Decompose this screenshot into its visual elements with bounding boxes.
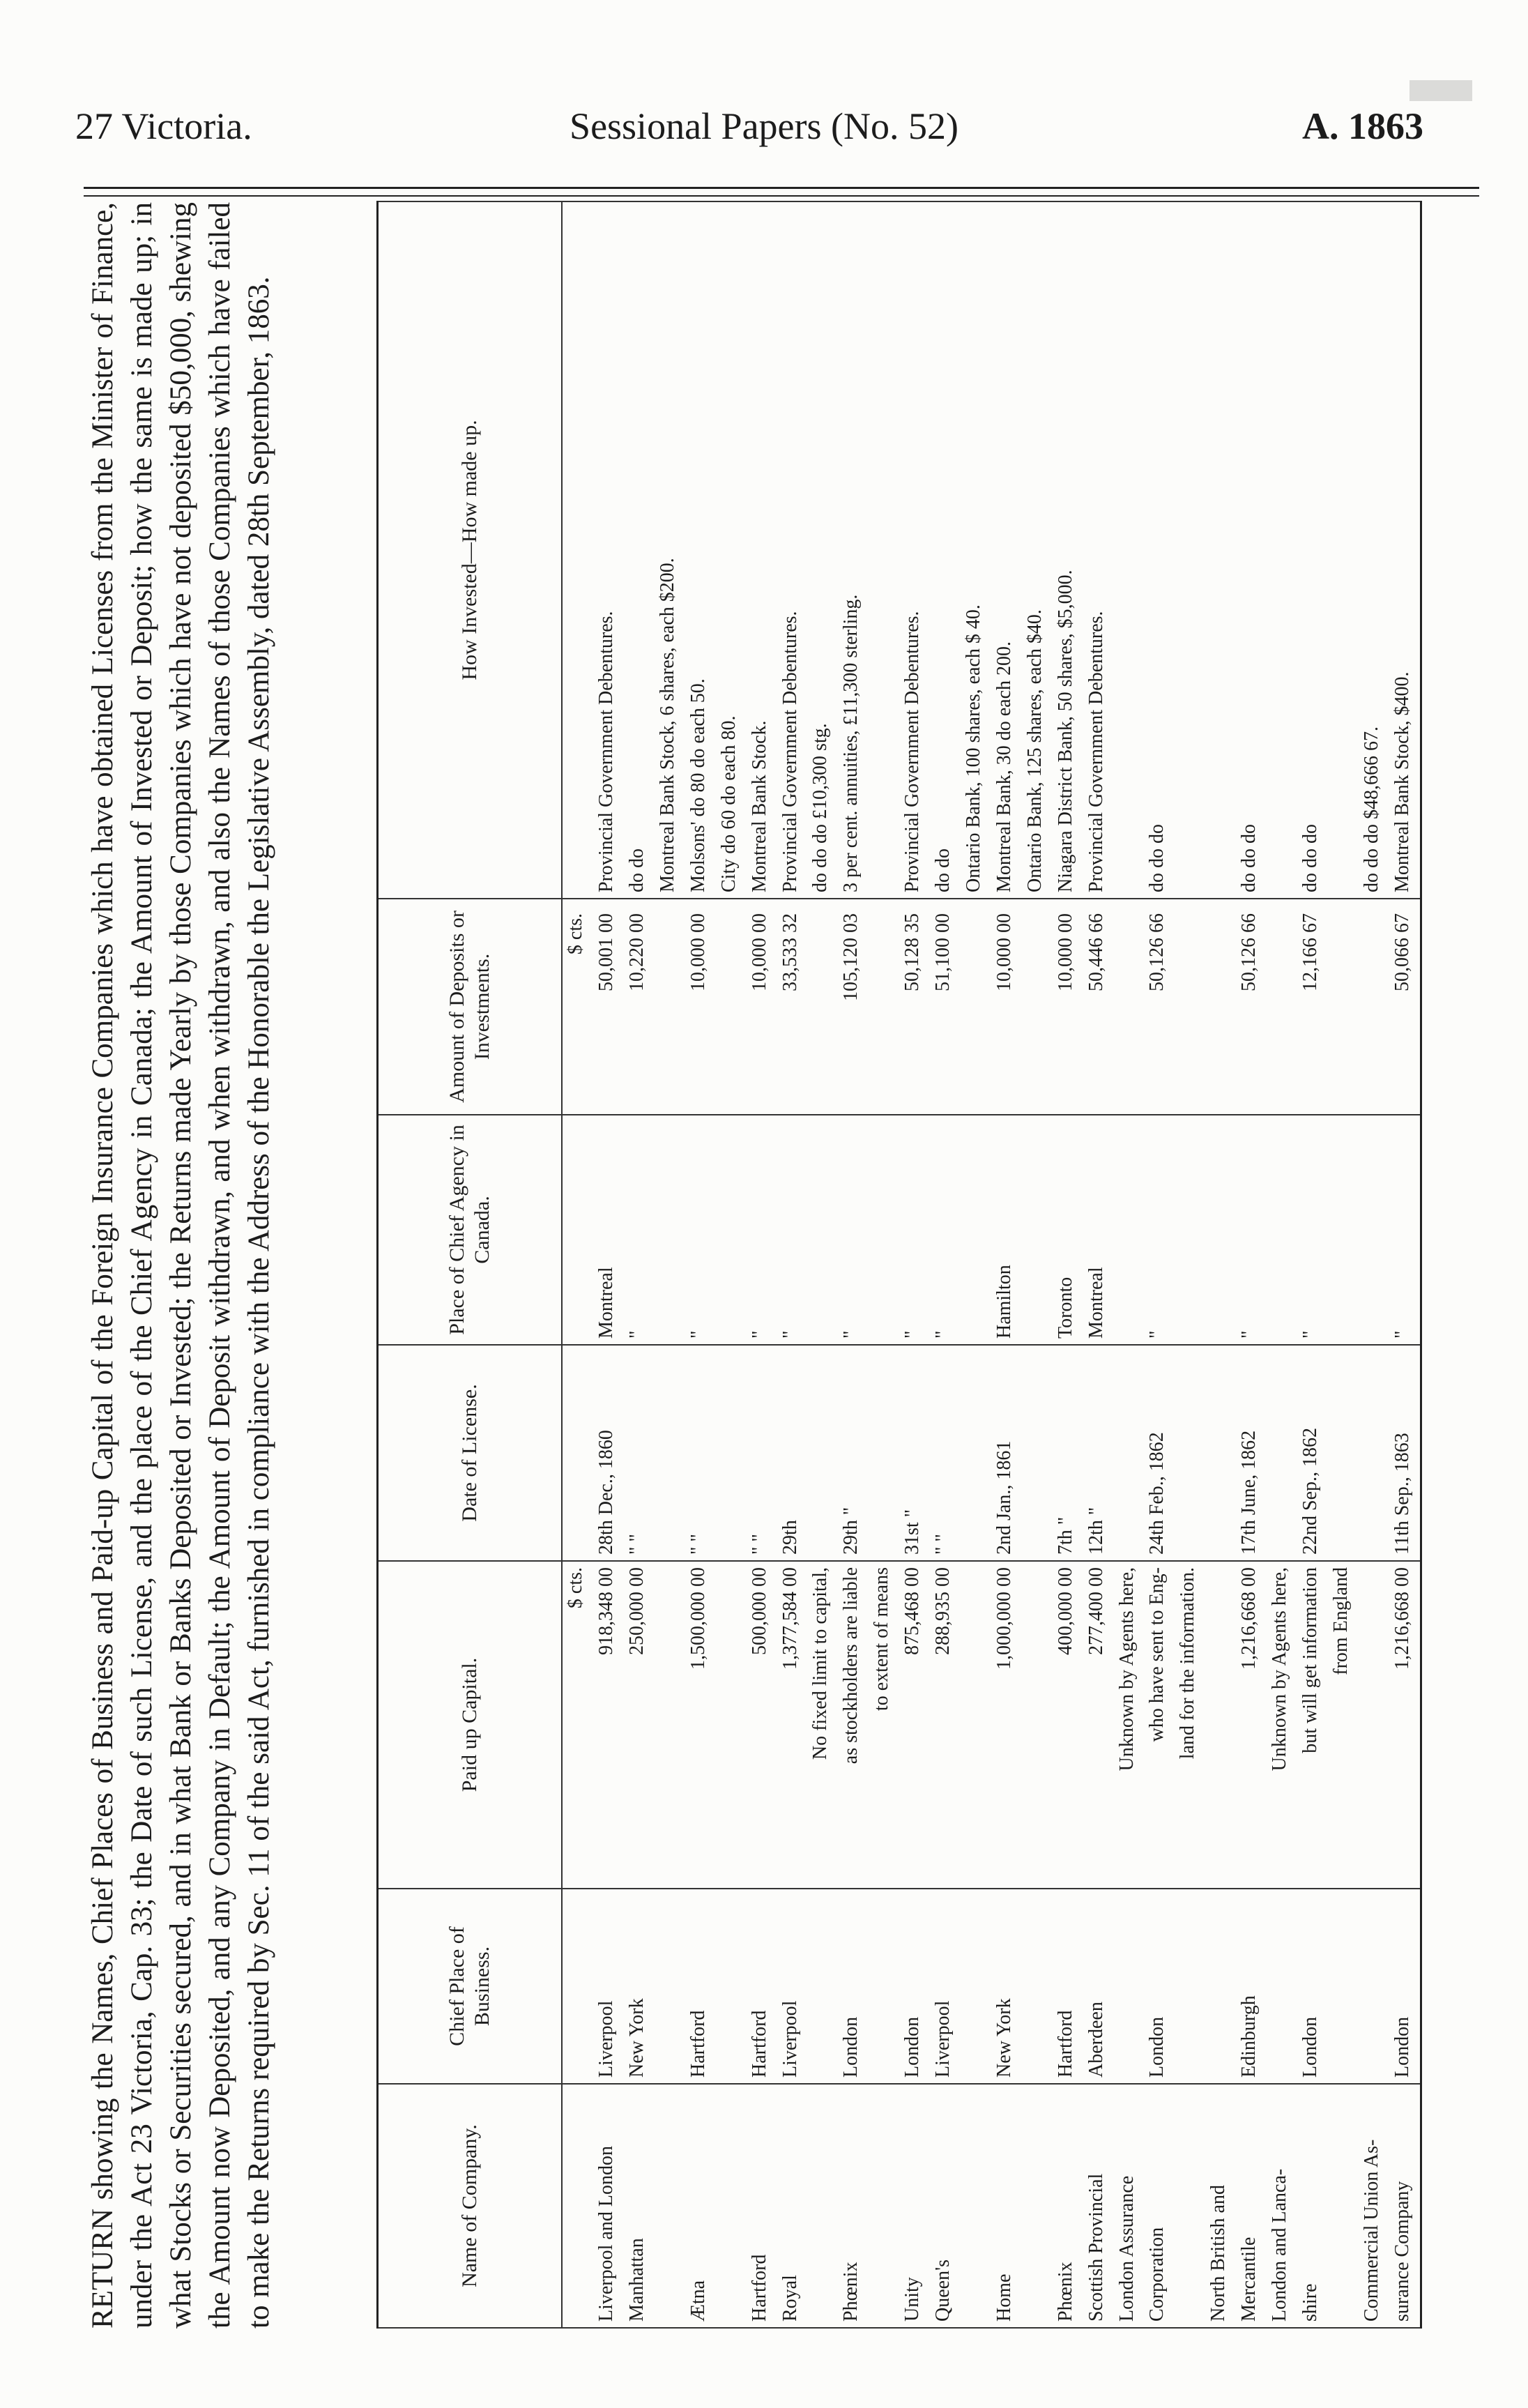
table-body: [562, 201, 1421, 2328]
cell-capital: [655, 1561, 685, 1889]
cell-date: 31st ": [899, 1345, 930, 1561]
cell-agency: ": [624, 1115, 655, 1345]
cell-date: " ": [624, 1345, 655, 1561]
cell-capital: 875,468 00: [899, 1561, 930, 1889]
table-row: [624, 201, 655, 2328]
cell-amount: 50,066 67: [1389, 899, 1421, 1115]
cell-amount: [1359, 899, 1389, 1115]
table-row: [1083, 201, 1114, 2328]
table-row: [1267, 201, 1297, 2328]
cell-name: [655, 2084, 685, 2328]
cell-capital: 1,216,668 00: [1389, 1561, 1421, 1889]
cell-invested: Ontario Bank, 100 shares, each $ 40.: [961, 201, 991, 899]
cell-agency: [1022, 1115, 1053, 1345]
cell-agency: [807, 1115, 838, 1345]
cell-amount: 50,126 66: [1144, 899, 1175, 1115]
cell-agency: [562, 1115, 593, 1345]
table-row: [807, 201, 838, 2328]
cell-date: [1022, 1345, 1053, 1561]
cell-amount: [1267, 899, 1297, 1115]
cell-agency: Toronto: [1053, 1115, 1083, 1345]
cell-date: 17th June, 1862: [1236, 1345, 1267, 1561]
table-row: [869, 201, 899, 2328]
cell-amount: [655, 899, 685, 1115]
cell-amount: 10,220 00: [624, 899, 655, 1115]
cell-invested: [562, 201, 593, 899]
cell-date: " ": [747, 1345, 777, 1561]
cell-agency: [961, 1115, 991, 1345]
column-header-invested: How Invested—How made up.: [378, 201, 563, 899]
cell-date: [562, 1345, 593, 1561]
header-rule-thin: [84, 195, 1479, 197]
cell-name: [807, 2084, 838, 2328]
cell-date: [807, 1345, 838, 1561]
cell-capital: to extent of means: [869, 1561, 899, 1889]
cell-invested: [1205, 201, 1236, 899]
cell-amount: [1022, 899, 1053, 1115]
cell-invested: do do do $48,666 67.: [1359, 201, 1389, 899]
return-title: RETURN showing the Names, Chief Places of Business and Paid-up Capital of the Foreign Insurance Companies which have obtained Licenses from the Minister of Finance, under the Act 23 Victoria, Cap. 33; the Date of such License, and the place of the Chief Agency in Canada; the Amount of Invested or Deposit; how the same is made up; in what Stocks or Securities secured, and in what Bank or Banks Deposited or Invested; the Returns made Yearly by those Companies which have not deposited $50,000, shewing the Amount now Deposited, and any Company in Default; the Amount of Deposit withdrawn, and when withdrawn, and also the Names of those Companies which have failed to make the Returns required by Sec. 11 of the said Act, furnished in compliance with the Address of the Honorable the Legislative Assembly, dated 28th September, 1863.: [86, 202, 275, 2329]
cell-amount: 105,120 03: [838, 899, 869, 1115]
cell-place: New York: [624, 1889, 655, 2084]
cell-capital: 500,000 00: [747, 1561, 777, 1889]
cell-place: London: [1144, 1889, 1175, 2084]
table-row: [1114, 201, 1145, 2328]
cell-place: [869, 1889, 899, 2084]
cell-capital: 250,000 00: [624, 1561, 655, 1889]
cell-capital: Unknown by Agents here,: [1267, 1561, 1297, 1889]
cell-invested: Niagara District Bank, 50 shares, $5,000.: [1053, 201, 1083, 899]
cell-amount: [1205, 899, 1236, 1115]
table-header-row: [378, 201, 563, 2328]
cell-invested: Montreal Bank, 30 do each 200.: [991, 201, 1022, 899]
cell-name: [1328, 2084, 1359, 2328]
cell-name: Hartford: [747, 2084, 777, 2328]
column-header-company: Name of Company.: [378, 2084, 563, 2328]
cell-invested: Provincial Government Debentures.: [1083, 201, 1114, 899]
cell-capital: 288,935 00: [930, 1561, 961, 1889]
table-row: [1022, 201, 1053, 2328]
cell-agency: ": [899, 1115, 930, 1345]
cell-place: [807, 1889, 838, 2084]
cell-place: Liverpool: [593, 1889, 624, 2084]
table-row: [1175, 201, 1205, 2328]
cell-invested: do do: [624, 201, 655, 899]
table-row: [1144, 201, 1175, 2328]
cell-capital: 918,348 00: [593, 1561, 624, 1889]
cell-date: [1175, 1345, 1205, 1561]
cell-date: [1328, 1345, 1359, 1561]
cell-name: Corporation: [1144, 2084, 1175, 2328]
cell-invested: do do: [930, 201, 961, 899]
cell-invested: Montreal Bank Stock, 6 shares, each $200.: [655, 201, 685, 899]
cell-name: Phœnix: [1053, 2084, 1083, 2328]
cell-name: [1022, 2084, 1053, 2328]
cell-date: 29th ": [838, 1345, 869, 1561]
table-row: [899, 201, 930, 2328]
cell-name: shire: [1297, 2084, 1328, 2328]
column-header-capital: Paid up Capital.: [378, 1561, 563, 1889]
cell-name: [961, 2084, 991, 2328]
cell-place: [716, 1889, 747, 2084]
table-row: [1328, 201, 1359, 2328]
cell-amount: [1175, 899, 1205, 1115]
cell-capital: 1,377,584 00: [777, 1561, 808, 1889]
column-header-date: Date of License.: [378, 1345, 563, 1561]
cell-date: " ": [685, 1345, 716, 1561]
cell-place: New York: [991, 1889, 1022, 2084]
cell-place: [961, 1889, 991, 2084]
cell-date: [655, 1345, 685, 1561]
cell-agency: ": [838, 1115, 869, 1345]
cell-invested: do do do: [1297, 201, 1328, 899]
table-row: [685, 201, 716, 2328]
column-header-place: Chief Place of Business.: [378, 1889, 563, 2084]
cell-place: [1114, 1889, 1145, 2084]
cell-capital: [1359, 1561, 1389, 1889]
cell-place: [655, 1889, 685, 2084]
cell-place: London: [1389, 1889, 1421, 2084]
table-row: [838, 201, 869, 2328]
cell-name: [716, 2084, 747, 2328]
cell-capital: $ cts.: [562, 1561, 593, 1889]
cell-agency: Montreal: [593, 1115, 624, 1345]
cell-date: 28th Dec., 1860: [593, 1345, 624, 1561]
table-row: [593, 201, 624, 2328]
cell-amount: [1328, 899, 1359, 1115]
cell-invested: Molsons' do 80 do each 50.: [685, 201, 716, 899]
cell-date: [716, 1345, 747, 1561]
table-row: [747, 201, 777, 2328]
cell-place: Hartford: [1053, 1889, 1083, 2084]
cell-capital: No fixed limit to capital,: [807, 1561, 838, 1889]
cell-amount: 10,000 00: [1053, 899, 1083, 1115]
cell-capital: Unknown by Agents here,: [1114, 1561, 1145, 1889]
cell-date: 7th ": [1053, 1345, 1083, 1561]
column-header-agency: Place of Chief Agency in Canada.: [378, 1115, 563, 1345]
cell-amount: 50,128 35: [899, 899, 930, 1115]
cell-amount: 10,000 00: [747, 899, 777, 1115]
table-row: [562, 201, 593, 2328]
cell-capital: [961, 1561, 991, 1889]
cell-capital: 1,000,000 00: [991, 1561, 1022, 1889]
cell-capital: as stockholders are liable: [838, 1561, 869, 1889]
cell-date: [1267, 1345, 1297, 1561]
header-title: Sessional Papers (No. 52): [570, 105, 958, 147]
cell-invested: [1267, 201, 1297, 899]
cell-invested: Provincial Government Debentures.: [777, 201, 808, 899]
insurance-companies-table: [376, 201, 1422, 2329]
cell-invested: Montreal Bank Stock, $400.: [1389, 201, 1421, 899]
cell-date: 22nd Sep., 1862: [1297, 1345, 1328, 1561]
cell-invested: Provincial Government Debentures.: [899, 201, 930, 899]
cell-agency: ": [1389, 1115, 1421, 1345]
cell-capital: [716, 1561, 747, 1889]
cell-date: 12th ": [1083, 1345, 1114, 1561]
cell-amount: [1114, 899, 1145, 1115]
cell-amount: 50,446 66: [1083, 899, 1114, 1115]
cell-invested: [1328, 201, 1359, 899]
cell-agency: ": [1144, 1115, 1175, 1345]
cell-invested: do do do: [1144, 201, 1175, 899]
library-stamp: [1409, 80, 1472, 101]
cell-place: [1359, 1889, 1389, 2084]
table-row: [961, 201, 991, 2328]
cell-amount: [869, 899, 899, 1115]
cell-place: Liverpool: [777, 1889, 808, 2084]
cell-invested: do do do: [1236, 201, 1267, 899]
cell-agency: [655, 1115, 685, 1345]
cell-capital: 1,500,000 00: [685, 1561, 716, 1889]
table-row: [930, 201, 961, 2328]
cell-capital: 400,000 00: [1053, 1561, 1083, 1889]
table-row: [1297, 201, 1328, 2328]
cell-invested: Ontario Bank, 125 shares, each $40.: [1022, 201, 1053, 899]
cell-name: Liverpool and London: [593, 2084, 624, 2328]
cell-agency: ": [930, 1115, 961, 1345]
cell-date: [1205, 1345, 1236, 1561]
cell-date: " ": [930, 1345, 961, 1561]
cell-amount: 10,000 00: [685, 899, 716, 1115]
cell-amount: [716, 899, 747, 1115]
cell-place: [1022, 1889, 1053, 2084]
cell-place: [562, 1889, 593, 2084]
cell-date: 11th Sep., 1863: [1389, 1345, 1421, 1561]
cell-place: [1267, 1889, 1297, 2084]
cell-date: [1114, 1345, 1145, 1561]
cell-capital: land for the information.: [1175, 1561, 1205, 1889]
cell-place: [1175, 1889, 1205, 2084]
cell-agency: [1175, 1115, 1205, 1345]
cell-agency: ": [1297, 1115, 1328, 1345]
cell-name: Scottish Provincial: [1083, 2084, 1114, 2328]
cell-date: [1359, 1345, 1389, 1561]
cell-date: [961, 1345, 991, 1561]
cell-name: [1175, 2084, 1205, 2328]
table-row: [1389, 201, 1421, 2328]
cell-place: Hartford: [685, 1889, 716, 2084]
table-row: [1053, 201, 1083, 2328]
cell-place: [1205, 1889, 1236, 2084]
cell-invested: City do 60 do each 80.: [716, 201, 747, 899]
cell-agency: [869, 1115, 899, 1345]
cell-capital: from England: [1328, 1561, 1359, 1889]
cell-invested: Provincial Government Debentures.: [593, 201, 624, 899]
cell-amount: 10,000 00: [991, 899, 1022, 1115]
cell-name: Manhattan: [624, 2084, 655, 2328]
cell-name: Mercantile: [1236, 2084, 1267, 2328]
cell-agency: Montreal: [1083, 1115, 1114, 1345]
column-header-amount: Amount of Deposits or Investments.: [378, 899, 563, 1115]
cell-name: [869, 2084, 899, 2328]
cell-agency: ": [685, 1115, 716, 1345]
cell-place: Edinburgh: [1236, 1889, 1267, 2084]
cell-amount: [961, 899, 991, 1115]
cell-place: London: [838, 1889, 869, 2084]
cell-name: Phœnix: [838, 2084, 869, 2328]
cell-date: 29th: [777, 1345, 808, 1561]
cell-invested: Montreal Bank Stock.: [747, 201, 777, 899]
cell-agency: ": [747, 1115, 777, 1345]
cell-amount: 50,126 66: [1236, 899, 1267, 1115]
table-row: [655, 201, 685, 2328]
cell-agency: [716, 1115, 747, 1345]
cell-date: 24th Feb., 1862: [1144, 1345, 1175, 1561]
cell-place: [1328, 1889, 1359, 2084]
table-row: [777, 201, 808, 2328]
header-rule: [84, 187, 1479, 189]
cell-place: Aberdeen: [1083, 1889, 1114, 2084]
cell-name: Queen's: [930, 2084, 961, 2328]
cell-name: Unity: [899, 2084, 930, 2328]
cell-agency: [1359, 1115, 1389, 1345]
cell-name: London Assurance: [1114, 2084, 1145, 2328]
cell-date: [869, 1345, 899, 1561]
table-row: [716, 201, 747, 2328]
cell-capital: but will get information: [1297, 1561, 1328, 1889]
cell-amount: 51,100 00: [930, 899, 961, 1115]
cell-invested: do do do £10,300 stg.: [807, 201, 838, 899]
cell-agency: [1267, 1115, 1297, 1345]
cell-invested: [1114, 201, 1145, 899]
cell-name: London and Lanca-: [1267, 2084, 1297, 2328]
cell-agency: [1205, 1115, 1236, 1345]
cell-amount: 33,533 32: [777, 899, 808, 1115]
cell-place: London: [1297, 1889, 1328, 2084]
cell-date: 2nd Jan., 1861: [991, 1345, 1022, 1561]
rotated-return-block: [84, 202, 1429, 2329]
cell-place: Liverpool: [930, 1889, 961, 2084]
cell-name: Commercial Union As-: [1359, 2084, 1389, 2328]
cell-agency: Hamilton: [991, 1115, 1022, 1345]
cell-name: Ætna: [685, 2084, 716, 2328]
cell-capital: [1205, 1561, 1236, 1889]
cell-name: [562, 2084, 593, 2328]
cell-capital: [1022, 1561, 1053, 1889]
cell-amount: 12,166 67: [1297, 899, 1328, 1115]
cell-amount: 50,001 00: [593, 899, 624, 1115]
cell-invested: [1175, 201, 1205, 899]
cell-invested: 3 per cent. annuities, £11,300 sterling.: [838, 201, 869, 899]
cell-agency: ": [1236, 1115, 1267, 1345]
cell-name: Home: [991, 2084, 1022, 2328]
cell-agency: [1328, 1115, 1359, 1345]
cell-capital: who have sent to Eng-: [1144, 1561, 1175, 1889]
table-row: [1236, 201, 1267, 2328]
cell-place: London: [899, 1889, 930, 2084]
header-session: 27 Victoria.: [75, 105, 252, 147]
cell-name: surance Company: [1389, 2084, 1421, 2328]
table-row: [991, 201, 1022, 2328]
cell-amount: [807, 899, 838, 1115]
cell-invested: [869, 201, 899, 899]
table-row: [1359, 201, 1389, 2328]
cell-capital: 1,216,668 00: [1236, 1561, 1267, 1889]
cell-agency: ": [777, 1115, 808, 1345]
cell-name: North British and: [1205, 2084, 1236, 2328]
cell-name: Royal: [777, 2084, 808, 2328]
cell-amount: $ cts.: [562, 899, 593, 1115]
header-year: A. 1863: [1302, 105, 1423, 147]
cell-agency: [1114, 1115, 1145, 1345]
cell-place: Hartford: [747, 1889, 777, 2084]
table-row: [1205, 201, 1236, 2328]
cell-capital: 277,400 00: [1083, 1561, 1114, 1889]
